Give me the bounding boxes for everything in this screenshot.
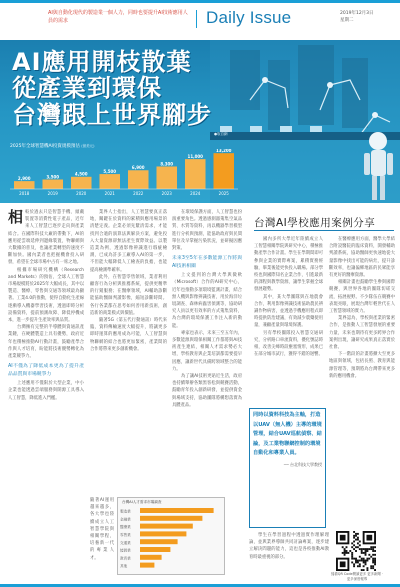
qr-module — [366, 567, 368, 569]
qr-module — [361, 552, 363, 554]
qr-module — [353, 563, 355, 565]
qr-module — [363, 552, 365, 554]
section-col5-p2: 相關計畫也鼓勵學生參與國際競賽，與世界各地的團隊切磋交流，拓展視野。不少隊伍在競賽中表現亮眼，展現台灣年輕世代在人工智慧領域的實力。 — [329, 280, 395, 315]
qr-module — [359, 548, 361, 550]
chart-title-unit: (億美元) — [81, 144, 95, 148]
chart-value-label: 13,200 — [216, 149, 232, 153]
section-heading: 台灣AI學校應用案例分享 — [254, 217, 376, 229]
qr-module — [344, 554, 346, 556]
section-col4-p2: 其中，某大學團隊與在地農會合作，利用影像辨識技術協助農民辨識作物病害，並透過手機應用程式即時提供防治建議，有效減少農藥使用量，兼顧產量與環境保護。 — [254, 294, 323, 329]
qr-finder-inner — [340, 535, 346, 541]
qr-module — [351, 554, 353, 556]
qr-module — [359, 565, 361, 567]
issue-date-block — [340, 10, 374, 24]
qr-module — [353, 558, 355, 560]
header-accent-bar — [0, 0, 400, 3]
chart-value-label: 11,000 — [187, 153, 203, 159]
qr-module — [363, 558, 365, 560]
investment-bar-chart — [10, 149, 238, 199]
qr-module — [368, 554, 370, 556]
qr-module — [368, 548, 370, 550]
chart-value-label: 3,500 — [46, 174, 60, 180]
chart-category-label: 2025 — [218, 191, 229, 196]
hero-title-line-2: 從產業到環保 — [12, 74, 162, 102]
qr-module — [355, 560, 357, 562]
qr-module — [361, 560, 363, 562]
inset-bar — [140, 547, 170, 552]
chart-category-label: 2019 — [47, 191, 58, 196]
section-col5-p1: 在醫療應用方面，醫學大學結合附設醫院的臨床資料，開發輔助判讀系統，協助醫師更快速地從大量影像中找出可能的病灶，提升診斷效率，也讓偏鄉地區的民眾能享有更好的醫療資源。 — [329, 237, 395, 279]
qr-module — [370, 565, 372, 567]
inset-category-label: 教育業 — [120, 556, 131, 561]
qr-module — [353, 537, 355, 539]
section-column-1-bottom — [249, 532, 329, 582]
inset-bar — [140, 563, 154, 568]
inset-category-label: 醫療業 — [120, 525, 131, 530]
chart-category-label: 2018 — [19, 191, 30, 196]
qr-module — [355, 558, 357, 560]
qr-module — [353, 548, 355, 550]
qr-module — [370, 546, 372, 548]
qr-module — [361, 548, 363, 550]
qr-module — [349, 550, 351, 552]
article-col1-subhead: AI不僅為了降低成本更為了提升產品品質與市場競爭力 — [8, 364, 84, 377]
chart-bar — [156, 166, 177, 189]
qr-module — [363, 569, 365, 571]
qr-module — [363, 548, 365, 550]
chart-bar — [14, 181, 35, 189]
chart-value-label: 6,900 — [131, 165, 145, 171]
qr-module — [346, 552, 348, 554]
qr-module — [351, 561, 353, 563]
inset-bar — [140, 524, 193, 529]
factory-robot-illustration — [210, 40, 400, 203]
chart-bar — [42, 180, 63, 190]
qr-module — [366, 548, 368, 550]
inset-bar — [140, 531, 186, 536]
article-column-3 — [172, 209, 242, 493]
qr-module — [351, 542, 353, 544]
qr-module — [344, 552, 346, 554]
section-col5-p4: 下一階段的計畫將擴大至更多地區與領域，包括長照、教育與能源管理等，預期將為台灣帶來更多新的應用機會。 — [329, 352, 395, 379]
qr-module — [365, 552, 367, 554]
article-col3-p3: 專家也表示，未來三至五年內，多數能源與環保相關工作都將與AI技術產生連結，相關人才需求勢必大增，學校教育與企業培訓都需要提早因應，讓新世代具備跨領域整合的能力。 — [172, 330, 242, 372]
inset-category-label: 其他 — [120, 564, 128, 569]
article-col1-p3: 台灣擁有完整的半導體與資通訊產業鏈，在硬體製造上具有優勢，政府近年也積極推動AI行動計畫，鼓勵產學合作與人才培育，盼能將技術優勢轉化為產業競爭力。 — [8, 325, 84, 360]
article-col3-p2: 上文提到的台灣大學與微軟（Microsoft）合作的AI研究中心，近年也推動多項環境監測計畫，結合無人機與影像辨識技術，用於海洋垃圾調查、森林病蟲害偵測等，協助研究人員以更有效率的方式蒐集資料，為台灣的環境保護工作注入新的動能。 — [172, 273, 242, 329]
qr-module — [374, 546, 376, 548]
qr-module — [370, 567, 372, 569]
qr-module — [361, 550, 363, 552]
qr-module — [353, 544, 355, 546]
qr-module — [374, 569, 376, 571]
chart-value-label: 8,300 — [160, 161, 174, 167]
qr-module — [365, 563, 367, 565]
inset-category-label: 能源業 — [120, 548, 131, 553]
pull-quote — [249, 408, 326, 528]
qr-module — [359, 563, 361, 565]
article-col2-footnote — [90, 497, 114, 577]
qr-module — [351, 546, 353, 548]
qr-module — [374, 561, 376, 563]
hero-title-line-3: 台灣跟上世界腳步 — [12, 101, 212, 129]
qr-module — [372, 546, 374, 548]
article-column-1 — [8, 209, 84, 581]
qr-module — [374, 554, 376, 556]
qr-module — [347, 552, 349, 554]
inset-category-label: 製造業 — [120, 509, 131, 514]
inset-category-label: 零售業 — [120, 533, 131, 537]
qr-module — [370, 548, 372, 550]
qr-module — [372, 560, 374, 562]
qr-module — [359, 560, 361, 562]
qr-module — [366, 560, 368, 562]
header-tagline: AI與自動化現代的製造業一個人力，同時也要提升AI技術應用人員的需求 — [48, 10, 188, 24]
qr-module — [355, 561, 357, 563]
qr-module — [357, 539, 359, 541]
article-col3-p1: 在環境保護方面，人工智慧也扮演重要角色。透過感測器蒐集空氣品質、水質等資料，再以機器學習模型進行分析與預測，能協助政府與民間單位及早掌握污染狀況，並研擬因應對策。 — [172, 210, 242, 252]
qr-module — [342, 546, 344, 548]
qr-code[interactable] — [336, 531, 376, 571]
qr-module — [359, 556, 361, 558]
article-col1-p2: 根據市場研究機構（Research and Markets）的預估，全球人工智慧市場規模將於2025年大幅成長，其中以製造、醫療、零售與交通等領域最為顯著。工業4.0的推動，使得自動化生產線逐漸導入機器學習技術，透過即時分析設備資料，提前預測故障、降低停機成本，進一步提升生產效率與品質。 — [8, 267, 84, 324]
section-col4-bottom: 學生在學習過程中透過實作理解理論，並與業界導師共同討論專案，逐步建立解決問題的能力，這也是各校推動AI教育時最重視的部分。 — [249, 533, 329, 560]
article-col2-caption: 隨著AI運用越來越多，各大學也陸續成立人工智慧學院與相關學程，培養新一代的專業人才。 — [90, 498, 114, 561]
qr-module — [344, 550, 346, 552]
qr-module — [351, 556, 353, 558]
qr-module — [366, 558, 368, 560]
photo-credit: ●取自網 — [214, 132, 228, 136]
chart-bar — [128, 170, 149, 189]
talent-demand-inset — [117, 497, 225, 575]
talent-demand-bar-chart — [118, 506, 226, 576]
chart-value-label: 2,900 — [17, 175, 31, 181]
article-column-2 — [90, 209, 167, 493]
qr-module — [374, 560, 376, 562]
chart-value-label: 5,500 — [103, 168, 117, 174]
article-col2-p1: 業界人士指出，人工智慧要真正落地，關鍵在於資料的累積與應用場景的清楚定義。企業必須先釐清需求，才能找到合適的演算法與解決方案，避免投入大量資源卻無法產生實際效益。以製造業為例，透過影像辨識進行瑕疵檢測，已成為許多工廠導入AI的第一步，不但能大幅降低人工檢查的負擔，也能提高檢測準確率。 — [90, 210, 167, 273]
section-column-2-bottom — [336, 500, 394, 528]
qr-module — [342, 552, 344, 554]
qr-module — [344, 548, 346, 550]
qr-module — [365, 554, 367, 556]
article-col2-p2: 此外，在智慧零售領域，業者利用顧客行為分析與推薦系統，提供更精準的行銷服務；在醫療領域，AI輔助診斷能協助醫師判讀影像，縮短診斷時間。各行各業都在思考如何善用新技術，創造新的商業模式與價值。 — [90, 274, 167, 316]
hero-title-line-1: AI應用開枝散葉 — [12, 48, 192, 76]
qr-module — [365, 561, 367, 563]
section-heading-rule — [254, 230, 394, 231]
qr-finder-inner — [366, 535, 372, 541]
qr-module — [363, 560, 365, 562]
chart-category-label: 2021 — [104, 191, 115, 196]
qr-module — [372, 548, 374, 550]
section-col4-p3: 另有學校團隊投入智慧交通研究，分析路口車流資料，優化號誌時相，改善尖峰時段壅塞情形，成果已在部分城市試行，獲得不錯的迴響。 — [254, 330, 323, 358]
qr-module — [355, 539, 357, 541]
chart-bar — [99, 174, 120, 189]
article-col3-subhead: 未來3至5年在多數能源工作將與AI技術相關 — [172, 256, 242, 269]
qr-module — [374, 558, 376, 560]
article-column-2-caption — [229, 497, 243, 575]
section-name: Daily Issue — [206, 8, 292, 27]
article-col3-p4: 為了讓AI技術更貼近生活，政府也持續舉辦各類黑客松與競賽活動，鼓勵青年投入創新研發，並提供資金與場域支持，協助團隊將構想落實為具體產品。 — [172, 374, 242, 408]
inset-category-label: 金融業 — [120, 517, 131, 522]
chart-category-label: 2022 — [133, 191, 144, 196]
qr-module — [372, 561, 374, 563]
article-col2-p3: 隨著5G（第五代行動通訊）時代來臨，資料傳輸速度大幅提升，將讓更多即時運算的應用成為可能，人工智慧與物聯網的結合也將更加緊密，產業間的合作將帶來更多創新機會。 — [90, 318, 167, 352]
qr-module — [372, 565, 374, 567]
qr-module — [355, 546, 357, 548]
chart-category-label: 2020 — [76, 191, 87, 196]
qr-module — [374, 563, 376, 565]
section-column-1 — [254, 236, 323, 404]
section-col5-p3: 業界認為，學校與產業的緊密合作，是推動人工智慧發展的重要力量，未來也期待有更多跨界合作案例出現，讓研究成果真正落實於社會。 — [329, 316, 395, 351]
qr-module — [351, 558, 353, 560]
header-divider — [196, 10, 197, 28]
qr-module — [372, 550, 374, 552]
pull-quote-text: 同時以資料科技為主軸，打造以UAV（無人機）主導的環境管理，結合UAV巡航偵察、結論，及工業物聯網控制的環境自動化和專業人員。 — [253, 412, 322, 457]
qr-module — [357, 533, 359, 535]
chart-category-label: 2023 — [161, 191, 172, 196]
section-col4-p1: 國內多所大學近年陸續成立人工智慧相關學院與研究中心，積極推動產學合作計畫。學生在學期間即可參與企業的實際專案，累積實務經驗，畢業後能更快投入職場。部分學校也與國際知名企業合作，引進最新的課程與教學資源，讓學生掌握全球發展趨勢。 — [254, 237, 323, 293]
article-col1-p1: 較於過去只是智慧手機、頭戴裝置等消費性電子產品，近年來人工智慧已逐步走向與產業結合。在國際科技大廠的帶動下，AI的應用從雲端延伸到邊緣裝置，物聯網與大數據的普及，也讓產業轉型的速度不斷加快。國內業者也把握機會投入研發，希望在全球市場中占有一席之地。 — [8, 210, 84, 266]
qr-module — [346, 546, 348, 548]
qr-module — [372, 554, 374, 556]
inset-bar — [140, 555, 162, 560]
qr-module — [361, 569, 363, 571]
qr-module — [357, 565, 359, 567]
hero-banner — [0, 40, 400, 203]
qr-module — [366, 569, 368, 571]
qr-module — [365, 548, 367, 550]
qr-module — [357, 537, 359, 539]
qr-module — [355, 535, 357, 537]
qr-module — [346, 550, 348, 552]
chart-title-text: 2025年全球智慧機AI投資規模預估 — [10, 144, 80, 149]
issue-date: 2019年12月3日 — [340, 11, 374, 16]
qr-caption: 掃描QR Code閱讀更多 更多新聞 · 更多深度報導 — [331, 572, 383, 581]
chart-bar — [213, 153, 234, 189]
qr-module — [357, 546, 359, 548]
qr-module — [355, 533, 357, 535]
qr-module — [370, 556, 372, 558]
qr-module — [359, 544, 361, 546]
inset-bar — [140, 508, 214, 513]
investment-chart — [10, 143, 238, 199]
qr-module — [353, 531, 355, 533]
pull-quote-attribution: ── 台北科技大學教授 — [283, 461, 322, 467]
qr-module — [357, 561, 359, 563]
inset-category-label: 交通業 — [120, 540, 131, 545]
article-col1-p4: 上述應用不僅限於大型企業，中小企業也能透過雲端服務與開源工具導入人工智慧，降低進入門檻。 — [8, 381, 84, 401]
chart-category-label: 2024 — [190, 191, 201, 196]
qr-module — [357, 542, 359, 544]
chart-bar — [71, 177, 92, 189]
chart-bar — [185, 159, 206, 189]
qr-module — [366, 550, 368, 552]
issue-weekday: 星期二 — [340, 18, 354, 23]
qr-module — [355, 550, 357, 552]
qr-module — [353, 535, 355, 537]
qr-module — [363, 565, 365, 567]
qr-module — [365, 560, 367, 562]
qr-module — [351, 552, 353, 554]
qr-module — [365, 550, 367, 552]
qr-module — [372, 567, 374, 569]
qr-module — [357, 560, 359, 562]
inset-title: 台灣AI人才需求市場調查 — [122, 500, 162, 504]
inset-bar — [140, 539, 178, 544]
article-dropcap: 相 — [8, 209, 24, 226]
inset-bar — [140, 516, 202, 521]
qr-module — [353, 541, 355, 543]
qr-module — [361, 558, 363, 560]
qr-module — [353, 565, 355, 567]
qr-module — [372, 558, 374, 560]
page-header — [0, 0, 400, 40]
qr-module — [374, 550, 376, 552]
qr-finder-inner — [340, 561, 346, 567]
qr-module — [363, 561, 365, 563]
qr-module — [359, 541, 361, 543]
section-column-2 — [329, 236, 395, 526]
chart-value-label: 4,500 — [74, 171, 88, 177]
qr-module — [368, 558, 370, 560]
